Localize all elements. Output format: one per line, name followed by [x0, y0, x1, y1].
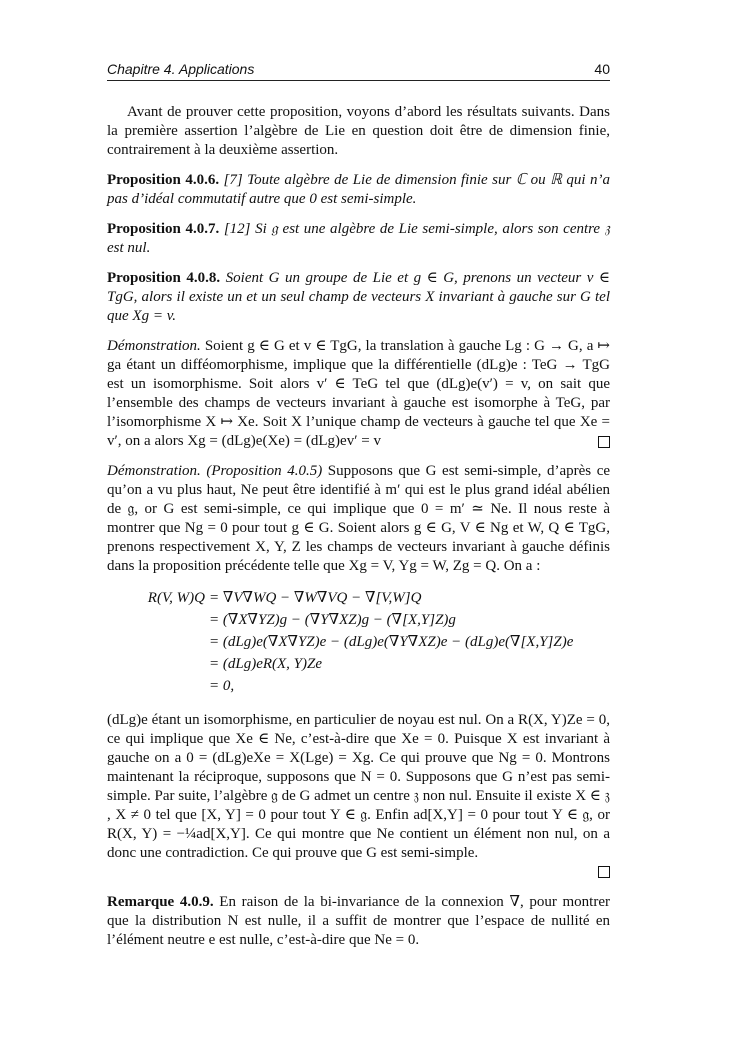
page-body [107, 103, 610, 961]
equation-rhs: = ∇V∇WQ − ∇W∇VQ − ∇[V,W]Q [209, 589, 422, 606]
equation-rhs: = 0, [209, 677, 235, 694]
qed-square-icon [598, 436, 610, 448]
demonstration-1 [107, 337, 610, 451]
qed-square-icon [598, 866, 610, 878]
demonstration-text: Soient g ∈ G et v ∈ TgG, la translation à gauche Lg : G → G, a ↦ ga étant un difféomorphisme, implique que la différentielle (dLg)e : TeG → TgG est un isomorphisme. Soit alors v′ ∈ TeG tel que (dLg)e(v′) = v, on sait que l’ensemble des champs de vecteurs invariant à gauche est isomorphe à TeG, par l’isomorphisme X ↦ Xe. Soit X l’unique champ de vecteurs à gauche tel que Xe = v′, on a alors Xg = (dLg)e(Xe) = (dLg)ev′ = v [107, 338, 611, 449]
proposition-label: Proposition 4.0.6. [107, 172, 220, 188]
equation-row [135, 631, 610, 653]
page-number: 40 [594, 61, 610, 77]
equation-row [135, 609, 610, 631]
remark-text: En raison de la bi-invariance de la connexion ∇, pour montrer que la distribution N est nulle, il a suffit de montrer que l’espace de nullité en l’élément neutre e est nulle, c’est-à-dire que Ne = 0. [107, 894, 610, 948]
equation-rhs: = (dLg)e(∇X∇YZ)e − (dLg)e(∇Y∇XZ)e − (dLg)e(∇[X,Y]Z)e [209, 633, 574, 650]
proposition-text: Soient G un groupe de Lie et g ∈ G, prenons un vecteur v ∈ TgG, alors il existe un et un seul champ de vecteurs X invariant à gauche sur G tel que Xg = v. [107, 270, 610, 324]
curvature-equation [135, 587, 610, 697]
equation-row [135, 653, 610, 675]
proposition-4-0-8 [107, 269, 610, 326]
proposition-label: Proposition 4.0.7. [107, 221, 220, 237]
demonstration-reference: (Proposition 4.0.5) [206, 463, 323, 479]
remark-label: Remarque 4.0.9. [107, 894, 214, 910]
equation-row [135, 675, 610, 697]
intro-paragraph: Avant de prouver cette proposition, voyons d’abord les résultats suivants. Dans la première assertion l’algèbre de Lie en question doit être de dimension finie, contrairement à la deuxième assertion. [107, 104, 610, 158]
remark-4-0-9 [107, 893, 610, 950]
proof-continuation: (dLg)e étant un isomorphisme, en particulier de noyau est nul. On a R(X, Y)Ze = 0, ce qui implique que Xe ∈ Ne, c’est-à-dire que Xe = 0. Puisque X est invariant à gauche on a 0 = (dLg)eXe = X(Lge) = Xg. Ce qui prouve que Ng = 0. Montrons maintenant la réciproque, supposons que N = 0. Supposons que G n’est pas semi-simple. Par suite, l’algèbre 𝔤 de G admet un centre 𝔷 non nul. Ensuite il existe X ∈ 𝔷 , X ≠ 0 tel que [X, Y] = 0 pour tout Y ∈ 𝔤. Enfin ad[X,Y] = 0 pour tout Y ∈ 𝔤, or R(X, Y) = −¼ad[X,Y]. Ce qui montre que Ne contient un élément non nul, on a donc une contradiction. Ce qui prouve que G est semi-simple. [107, 712, 610, 861]
equation-rhs: = (∇X∇YZ)g − (∇Y∇XZ)g − (∇[X,Y]Z)g [209, 611, 456, 628]
equation-row [135, 587, 610, 609]
equation-lhs: R(V, W)Q [147, 589, 205, 606]
chapter-title: Chapitre 4. Applications [107, 61, 255, 77]
proposition-label: Proposition 4.0.8. [107, 270, 221, 286]
demonstration-label: Démonstration. [107, 338, 201, 354]
demonstration-label: Démonstration. [107, 463, 201, 479]
proposition-text: [12] Si 𝔤 est une algèbre de Lie semi-simple, alors son centre 𝔷 est nul. [107, 221, 610, 256]
proposition-4-0-6 [107, 171, 610, 209]
equation-rhs: = (dLg)eR(X, Y)Ze [209, 655, 323, 672]
demonstration-2 [107, 462, 610, 576]
proposition-4-0-7 [107, 220, 610, 258]
qed-line [107, 865, 610, 883]
proposition-text: [7] Toute algèbre de Lie de dimension finie sur ℂ ou ℝ qui n’a pas d’idéal commutatif autre que 0 est semi-simple. [107, 172, 611, 207]
running-header [107, 60, 610, 81]
demonstration-text: Supposons que G est semi-simple, d’après ce qu’on a vu plus haut, Ne peut être identifié à m′ qui est le plus grand idéal abélien de 𝔤, or G est semi-simple, ce qui implique que 0 = m′ ≃ Ne. Il nous reste à montrer que Ng = 0 pour tout g ∈ G. Soient alors g ∈ G, V ∈ Ng et W, Q ∈ TgG, prenons respectivement X, Y, Z les champs de vecteurs invariant à gauche définis dans la proposition précédente telle que Xg = V, Yg = W, Zg = Q. On a : [107, 463, 611, 574]
